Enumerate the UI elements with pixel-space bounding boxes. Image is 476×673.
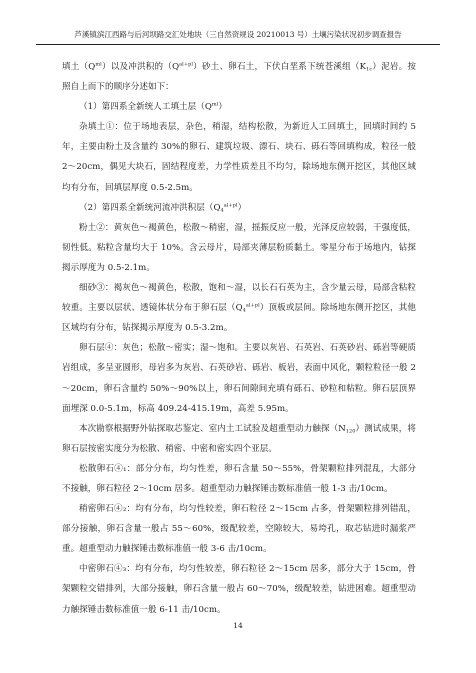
subscript-text: 120 xyxy=(345,428,356,435)
superscript-text: ml xyxy=(211,101,219,108)
superscript-text: al+pl xyxy=(245,302,260,309)
paragraph-text: 杂填土①：位于场地表层，杂色，稍湿，结构松散，为新近人工回填土，回填时间约 5 年，主要由粉土及含量约 30%的卵石、建筑垃圾、漂石、块石、砾石等回填构成，粒径一般 2～20cm，偶见大块石，固结程度差，力学性质差且不均匀，除场地东侧开挖区，其他区域均有分布，回填层厚度 0.5-2.5m。 xyxy=(62,122,416,193)
body-paragraph xyxy=(62,419,416,459)
page-body xyxy=(62,57,416,620)
page-number: 14 xyxy=(233,621,243,630)
header-rule xyxy=(36,44,440,45)
paragraph-text: ）以及冲洪积的（Q xyxy=(101,62,180,72)
body-paragraph xyxy=(62,459,416,499)
paragraph-text: 稍密卵石④₂：均有分布，均匀性较差，卵石粒径 2～15cm 占多，骨架颗粒排列错乱，部分接触，卵石含量一般占 55～60%，级配较差，空隙较大，易垮孔，取芯钻进时漏浆严重。超重型动力触探锤击数标准值一般 3-6 击/10cm。 xyxy=(62,504,416,555)
body-paragraph xyxy=(62,218,416,278)
subscript-text: 1 xyxy=(366,66,370,73)
body-paragraph xyxy=(62,57,416,97)
paragraph-text: （1）第四系全新统人工填土层（Q xyxy=(79,102,212,113)
body-paragraph xyxy=(62,117,416,197)
body-paragraph xyxy=(62,97,416,117)
paragraph-text: （2）第四系全新统河流冲洪积层（Q xyxy=(79,202,221,213)
subscript-text: 4 xyxy=(220,207,224,214)
subscript-text: c xyxy=(369,66,373,73)
body-paragraph xyxy=(62,499,416,559)
subscript-text: 4 xyxy=(242,307,246,314)
document-header: 芦溪镇滨江西路与后河坝路交汇处地块（三自然资规设 20210013 号）土壤污染状况初步调查报告 xyxy=(74,30,402,39)
superscript-text: ml xyxy=(95,61,102,68)
paragraph-text: ）砂土、卵石土，下伏白垩系下统苍溪组（K xyxy=(192,62,367,72)
paragraph-text: ） xyxy=(218,102,227,113)
body-paragraph xyxy=(62,338,416,418)
paragraph-text: 卵石层④：灰色；松散～密实；湿～饱和。主要以灰岩、石英岩、石英砂岩、砾岩等硬质岩组成，多呈亚圆形，母岩多为灰岩、石英砂岩、砾岩、板岩，表面中风化，颗粒粒径一般 2～20cm，卵石含量约 50%～90%以上，卵石间隙间充填有砾石、砂粒和粘粒。卵石层顶界面埋深 0.0-5.1m，标高 409.24-415.19m，高差 5.95m。 xyxy=(62,343,416,414)
paragraph-text: 松散卵石④₁：部分分布，均匀性差，卵石含量 50～55%，骨架颗粒排列混乱，大部分不接触，卵石粒径 2～10cm 居多。超重型动力触探锤击数标准值一般 1-3 击/10cm。 xyxy=(62,463,416,494)
paragraph-text: ）测试成果，将卵石层按密实度分为松散、稍密、中密和密实四个亚层。 xyxy=(62,423,416,454)
paragraph-text: 中密卵石④₃：均有分布，均匀性较差，卵石粒径 2～15cm 居多，部分大于 15cm，骨架颗粒交错排列，大部分接触，卵石含量一般占 60～70%，级配较差，钻进困难。超重型动力触探锤击数标准值一般 6-11 击/10cm。 xyxy=(62,564,416,615)
paragraph-text: 细砂③：褐灰色～褐黄色，松散，饱和～湿，以长石石英为主，含少量云母，局部含粘粒较重。主要以层状、透镜体状分布于卵石层（Q xyxy=(62,283,416,314)
superscript-text: al+pl xyxy=(223,202,238,209)
paragraph-text: 粉土②：黄灰色～褐黄色，松散～稍密，湿，摇振反应一般，光泽反应较弱，干强度低，韧性低。粘粒含量均大于 10%。含云母片，局部夹薄层粉质黏土。零星分布于场地内，钻探揭示厚度为 0.5-2.1m。 xyxy=(62,222,416,273)
paragraph-text: ）顶板或层间。除场地东侧开挖区，其他区域均有分布，钻探揭示厚度为 0.5-3.2m。 xyxy=(62,303,416,334)
paragraph-text: ） xyxy=(237,202,247,213)
body-paragraph xyxy=(62,198,416,218)
paragraph-text: ）泥岩。按照自上而下的顺序分述如下： xyxy=(62,62,417,93)
superscript-text: al+pl xyxy=(179,61,193,68)
body-paragraph xyxy=(62,559,416,619)
body-paragraph xyxy=(62,278,416,338)
paragraph-text: 本次勘察根据野外钻探取芯鉴定、室内土工试验及超重型动力触探（N xyxy=(79,423,346,434)
paragraph-text: 填土（Q xyxy=(62,62,96,72)
